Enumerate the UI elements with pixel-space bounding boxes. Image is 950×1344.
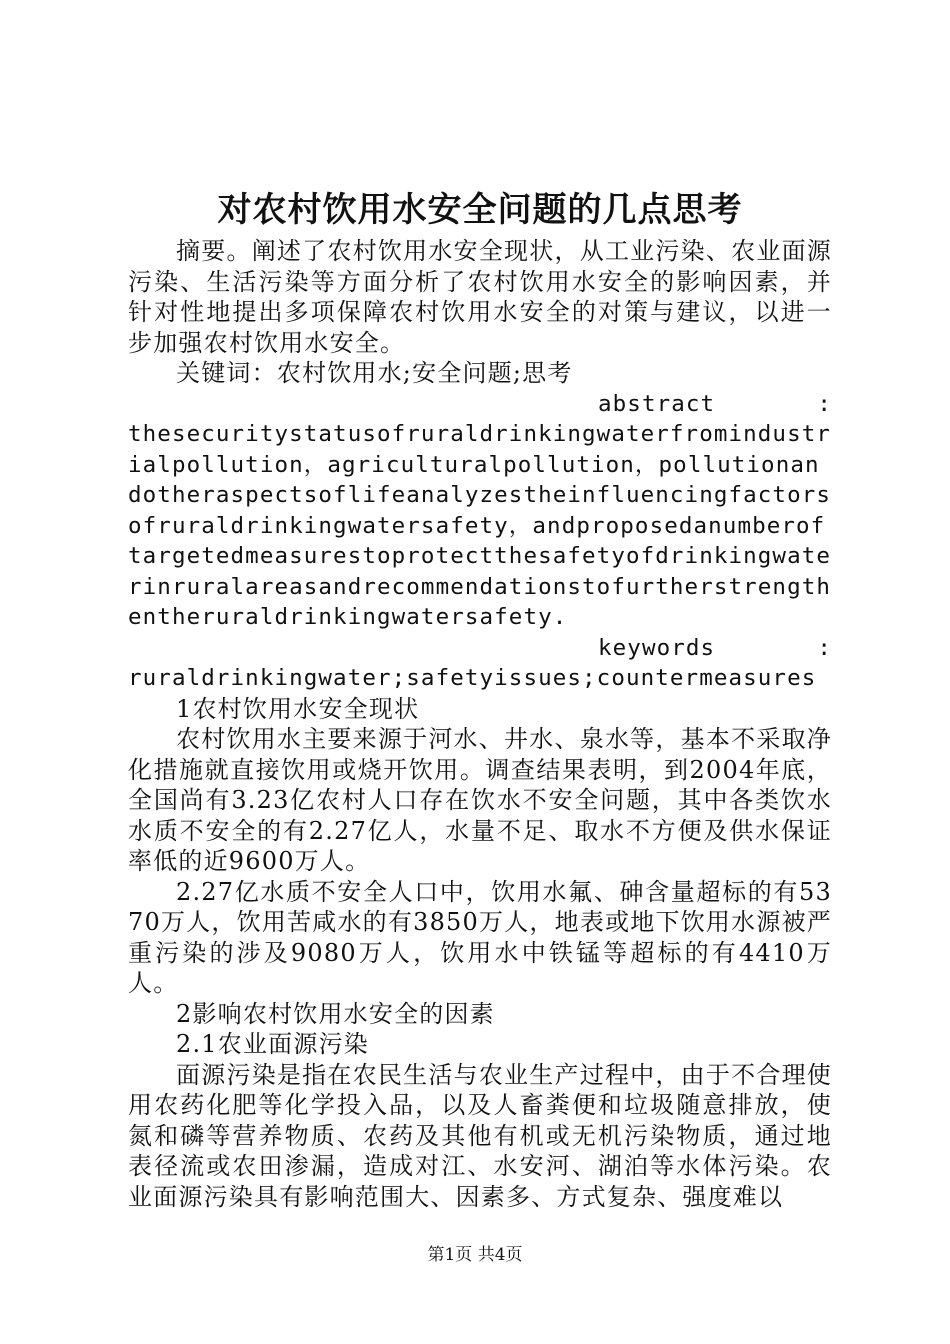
document-title: 对农村饮用水安全问题的几点思考	[217, 190, 743, 230]
abstract-chinese: 摘要。阐述了农村饮用水安全现状，从工业污染、农业面源污染、生活污染等方面分析了农村饮用水安全的影响因素，并针对性地提出多项保障农村饮用水安全的对策与建议，以进一步加强农村饮用水安全。	[128, 237, 832, 357]
abstract-english-text: thesecuritystatusofruraldrinkingwaterfromindustrialpollution，agriculturalpollution，pollutionandotheraspectsoflifeanalyzestheinfluencingfactorsofruraldrinkingwatersafety，andproposedanumberoftargetedmeasurestoprotectthesafetyofdrinkingwaterinruralareasandrecommendationstofurtherstrengthentheruraldrinkingwatersafety.	[128, 421, 832, 630]
section-1-paragraph-1: 农村饮用水主要来源于河水、井水、泉水等，基本不采取净化措施就直接饮用或烧开饮用。调查结果表明，到2004年底，全国尚有3.23亿农村人口存在饮水不安全问题，其中各类饮水水质不安全的有2.27亿人，水量不足、取水不方便及供水保证率低的近9600万人。	[128, 725, 832, 875]
section-2-heading: 2影响农村饮用水安全的因素	[176, 999, 495, 1028]
keywords-chinese: 关键词：农村饮用水;安全问题;思考	[176, 359, 573, 387]
abstract-english-label: abstract	[598, 390, 716, 417]
abstract-english-colon: :	[817, 390, 832, 417]
keywords-english-label: keywords	[598, 634, 716, 661]
keywords-english-text: ruraldrinkingwater;safetyissues;countermeasures	[128, 665, 817, 691]
section-2-1-heading: 2.1农业面源污染	[176, 1030, 369, 1058]
section-2-1-paragraph: 面源污染是指在农民生活与农业生产过程中，由于不合理使用农药化肥等化学投入品，以及人畜粪便和垃圾随意排放，使氮和磷等营养物质、农药及其他有机或无机污染物质，通过地表径流或农田渗漏，造成对江、水安河、湖泊等水体污染。农业面源污染具有影响范围大、因素多、方式复杂、强度难以	[128, 1060, 832, 1211]
keywords-english-colon: :	[817, 634, 832, 661]
abstract-english-heading	[128, 389, 832, 420]
keywords-english-heading	[128, 633, 832, 664]
document-body	[128, 236, 832, 1212]
section-1-heading: 1农村饮用水安全现状	[176, 694, 420, 723]
section-1-paragraph-2: 2.27亿水质不安全人口中，饮用水氟、砷含量超标的有5370万人，饮用苦咸水的有3850万人，地表或地下饮用水源被严重污染的涉及9080万人，饮用水中铁锰等超标的有4410万人。	[128, 877, 832, 997]
page-footer: 第1页 共4页	[427, 1245, 523, 1265]
